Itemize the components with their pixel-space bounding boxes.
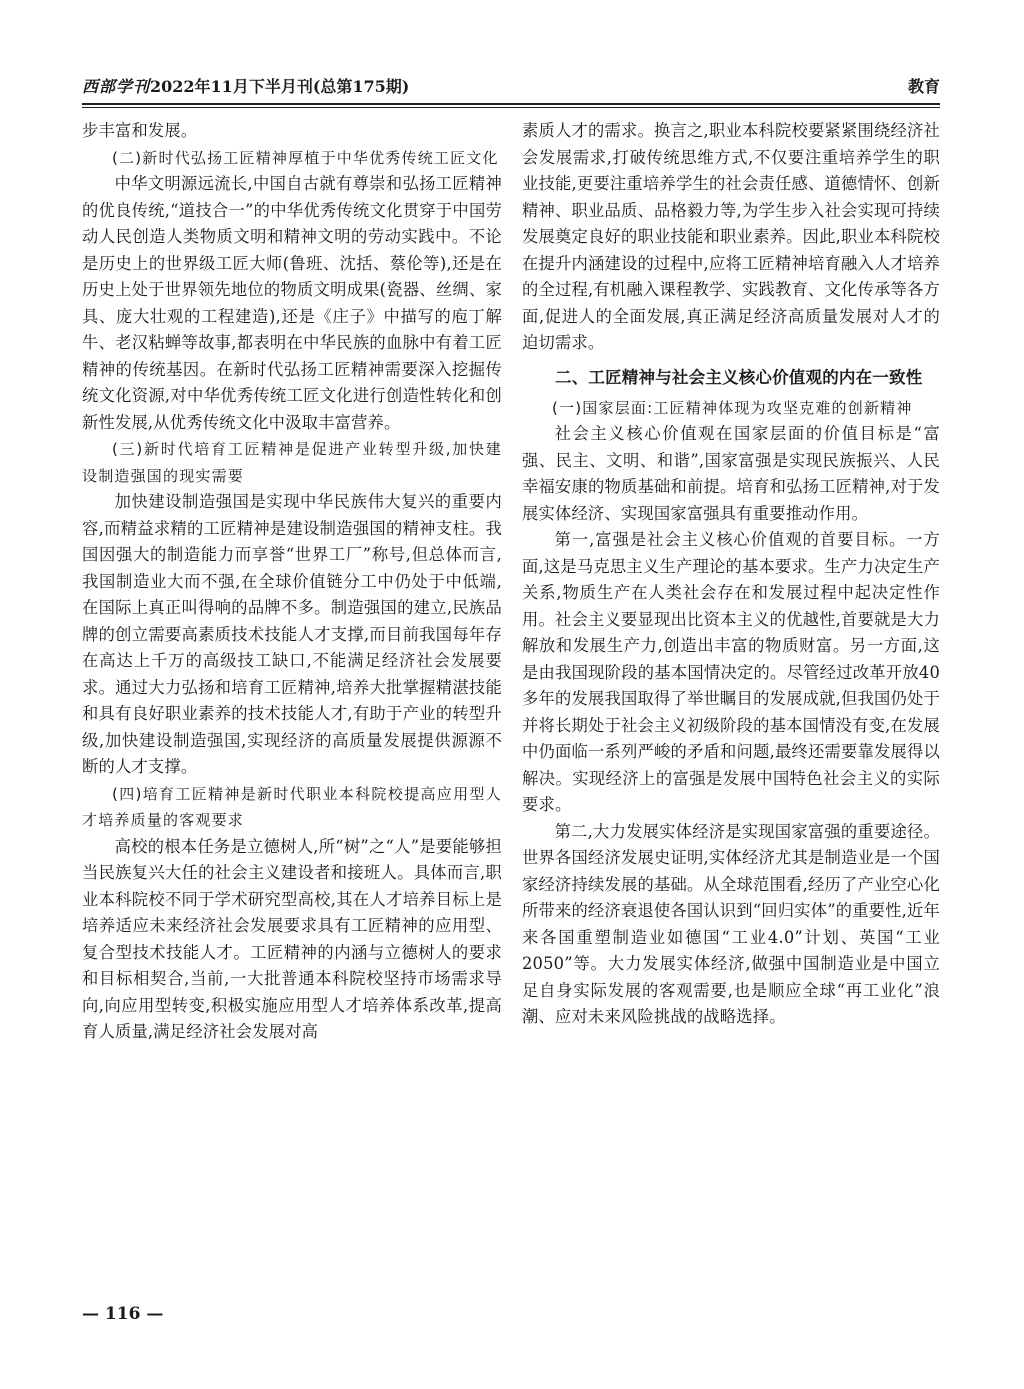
left-column (82, 118, 502, 1046)
subsection-heading: (三)新时代培育工匠精神是促进产业转型升级,加快建设制造强国的现实需要 (82, 440, 502, 485)
running-header (82, 74, 940, 98)
body-paragraph: 第二,大力发展实体经济是实现国家富强的重要途径。世界各国经济发展史证明,实体经济尤其是制造业是一个国家经济持续发展的基础。从全球范围看,经历了产业空心化所带来的经济衰退使各国认识到“回归实体”的重要性,近年来各国重塑制造业如德国“工业4.0”计划、英国“工业2050”等。大力发展实体经济,做强中国制造业是中国立足自身实际发展的客观需要,也是顺应全球“再工业化”浪潮、应对未来风险挑战的战略选择。 (522, 821, 940, 1026)
issue-info: 2022年11月下半月刊(总第175期) (150, 77, 410, 96)
body-paragraph: 步丰富和发展。 (82, 121, 198, 140)
body-paragraph: 中华文明源远流长,中国自古就有尊崇和弘扬工匠精神的优良传统,“道技合一”的中华优秀传统文化贯穿于中国劳动人民创造人类物质文明和精神文明的劳动实践中。不论是历史上的世界级工匠大师(鲁班、沈括、蔡伦等),还是在历史上处于世界领先地位的物质文明成果(瓷器、丝绸、家具、庞大壮观的工程建造),还是《庄子》中描写的庖丁解牛、老汉粘蝉等故事,都表明在中华民族的血脉中有着工匠精神的传统基因。在新时代弘扬工匠精神需要深入挖掘传统文化资源,对中华优秀传统工匠文化进行创造性转化和创新性发展,从优秀传统文化中汲取丰富营养。 (82, 174, 502, 432)
body-paragraph: 高校的根本任务是立德树人,所“树”之“人”是要能够担当民族复兴大任的社会主义建设者和接班人。具体而言,职业本科院校不同于学术研究型高校,其在人才培养目标上是培养适应未来经济社会发展要求具有工匠精神的应用型、复合型技术技能人才。工匠精神的内涵与立德树人的要求和目标相契合,当前,一大批普通本科院校坚持市场需求导向,向应用型转变,积极实施应用型人才培养体系改革,提高育人质量,满足经济社会发展对高 (82, 836, 502, 1041)
body-paragraph: 社会主义核心价值观在国家层面的价值目标是“富强、民主、文明、和谐”,国家富强是实现民族振兴、人民幸福安康的物质基础和前提。培育和弘扬工匠精神,对于发展实体经济、实现国家富强具有重要推动作用。 (522, 424, 940, 523)
header-rule-thin (82, 107, 940, 108)
subsection-heading: (一)国家层面:工匠精神体现为攻坚克难的创新精神 (552, 398, 913, 417)
section-label: 教育 (907, 77, 940, 96)
body-paragraph: 第一,富强是社会主义核心价值观的首要目标。一方面,这是马克思主义生产理论的基本要求。生产力决定生产关系,物质生产在人类社会存在和发展过程中起决定性作用。社会主义要显现出比资本主义的优越性,首要就是大力解放和发展生产力,创造出丰富的物质财富。另一方面,这是由我国现阶段的基本国情决定的。尽管经过改革开放40多年的发展我国取得了举世瞩目的发展成就,但我国仍处于并将长期处于社会主义初级阶段的基本国情没有变,在发展中仍面临一系列严峻的矛盾和问题,最终还需要靠发展得以解决。实现经济上的富强是发展中国特色社会主义的实际要求。 (522, 530, 940, 814)
body-paragraph: 素质人才的需求。换言之,职业本科院校要紧紧围绕经济社会发展需求,打破传统思维方式,不仅要注重培养学生的职业技能,更要注重培养学生的社会责任感、道德情怀、创新精神、职业品质、品格毅力等,为学生步入社会实现可持续发展奠定良好的职业技能和职业素养。因此,职业本科院校在提升内涵建设的过程中,应将工匠精神培育融入人才培养的全过程,有机融入课程教学、实践教育、文化传承等各方面,促进人的全面发展,真正满足经济高质量发展对人才的迫切需求。 (522, 121, 940, 352)
section-heading: 二、工匠精神与社会主义核心价值观的内在一致性 (555, 367, 923, 387)
right-column (522, 118, 940, 1031)
subsection-heading: (四)培育工匠精神是新时代职业本科院校提高应用型人才培养质量的客观要求 (82, 784, 502, 829)
masthead (82, 74, 409, 97)
body-paragraph: 加快建设制造强国是实现中华民族伟大复兴的重要内容,而精益求精的工匠精神是建设制造强国的精神支柱。我国因强大的制造能力而享誉“世界工厂”称号,但总体而言,我国制造业大而不强,在全球价值链分工中仍处于中低端,在国际上真正叫得响的品牌不多。制造强国的建立,民族品牌的创立需要高素质技术技能人才支撑,而目前我国每年存在高达上千万的高级技工缺口,不能满足经济社会发展要求。通过大力弘扬和培育工匠精神,培养大批掌握精湛技能和具有良好职业素养的技术技能人才,有助于产业的转型升级,加快建设制造强国,实现经济的高质量发展提供源源不断的人才支撑。 (82, 492, 502, 776)
subsection-heading: (二)新时代弘扬工匠精神厚植于中华优秀传统工匠文化 (112, 148, 499, 167)
journal-logo: 西部学刊 (82, 77, 151, 96)
header-rule (82, 103, 940, 105)
page-number: — 116 — (82, 1304, 164, 1324)
